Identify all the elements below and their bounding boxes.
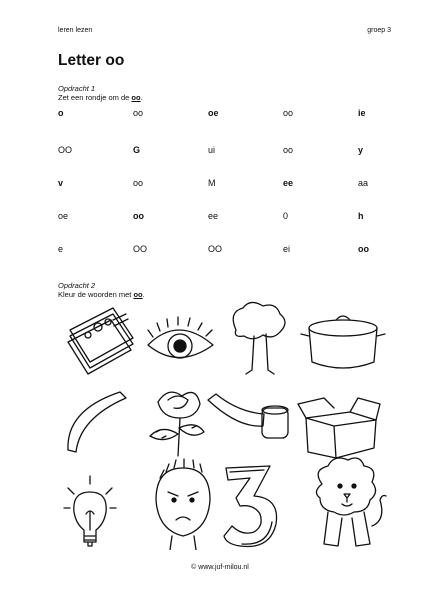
- letter-cell[interactable]: ui: [208, 145, 216, 155]
- task-2: [58, 281, 145, 299]
- letter-cell[interactable]: v: [58, 178, 64, 188]
- letter-cell[interactable]: ei: [283, 244, 291, 254]
- letter-cell[interactable]: oo: [358, 244, 369, 254]
- task-1-instruction: Zet een rondje om de oo.: [58, 93, 143, 102]
- letter-cell[interactable]: OO: [133, 244, 148, 254]
- letter-cell[interactable]: ee: [208, 211, 219, 221]
- footer-credit: © www.juf-milou.nl: [191, 564, 249, 571]
- three-icon[interactable]: [224, 466, 277, 547]
- box-icon[interactable]: [298, 398, 380, 458]
- letter-cell[interactable]: OO: [208, 244, 223, 254]
- letter-cell[interactable]: oo: [133, 108, 144, 118]
- task-1: [58, 84, 143, 102]
- letter-cell[interactable]: OO: [58, 145, 73, 155]
- page-title: Letter oo: [58, 52, 125, 69]
- rose-icon[interactable]: [150, 392, 204, 456]
- pot-icon[interactable]: [301, 316, 385, 368]
- letter-cell[interactable]: oe: [58, 211, 69, 221]
- bow-icon[interactable]: [68, 392, 126, 452]
- letter-cell[interactable]: G: [133, 145, 141, 155]
- money-icon[interactable]: [68, 308, 133, 374]
- task-2-label: Opdracht 2: [58, 281, 96, 290]
- picture-grid: [58, 300, 388, 550]
- letter-cell[interactable]: 0: [283, 211, 289, 221]
- task-2-instruction: Kleur de woorden met oo.: [58, 290, 145, 299]
- letter-cell[interactable]: h: [358, 211, 364, 221]
- letter-cell[interactable]: oo: [283, 145, 294, 155]
- task-1-label: Opdracht 1: [58, 84, 96, 93]
- letter-cell[interactable]: oo: [133, 211, 144, 221]
- header-left: leren lezen: [58, 27, 93, 34]
- lightbulb-icon[interactable]: [64, 476, 116, 546]
- angry-face-icon[interactable]: [156, 459, 210, 550]
- letter-cell[interactable]: e: [58, 244, 64, 254]
- header-right: groep 3: [367, 27, 391, 34]
- letter-cell[interactable]: M: [208, 178, 216, 188]
- tree-icon[interactable]: [233, 302, 285, 374]
- letter-cell[interactable]: o: [58, 108, 64, 118]
- letter-cell[interactable]: ie: [358, 108, 366, 118]
- letter-cell[interactable]: oe: [208, 108, 219, 118]
- lion-icon[interactable]: [316, 458, 386, 546]
- letter-cell[interactable]: y: [358, 145, 364, 155]
- letter-cell[interactable]: ee: [283, 178, 294, 188]
- eye-icon[interactable]: [148, 317, 213, 358]
- letter-cell[interactable]: oo: [133, 178, 144, 188]
- letter-cell[interactable]: oo: [283, 108, 294, 118]
- letter-grid: [58, 108, 388, 268]
- pipe-icon[interactable]: [208, 394, 288, 438]
- letter-cell[interactable]: aa: [358, 178, 369, 188]
